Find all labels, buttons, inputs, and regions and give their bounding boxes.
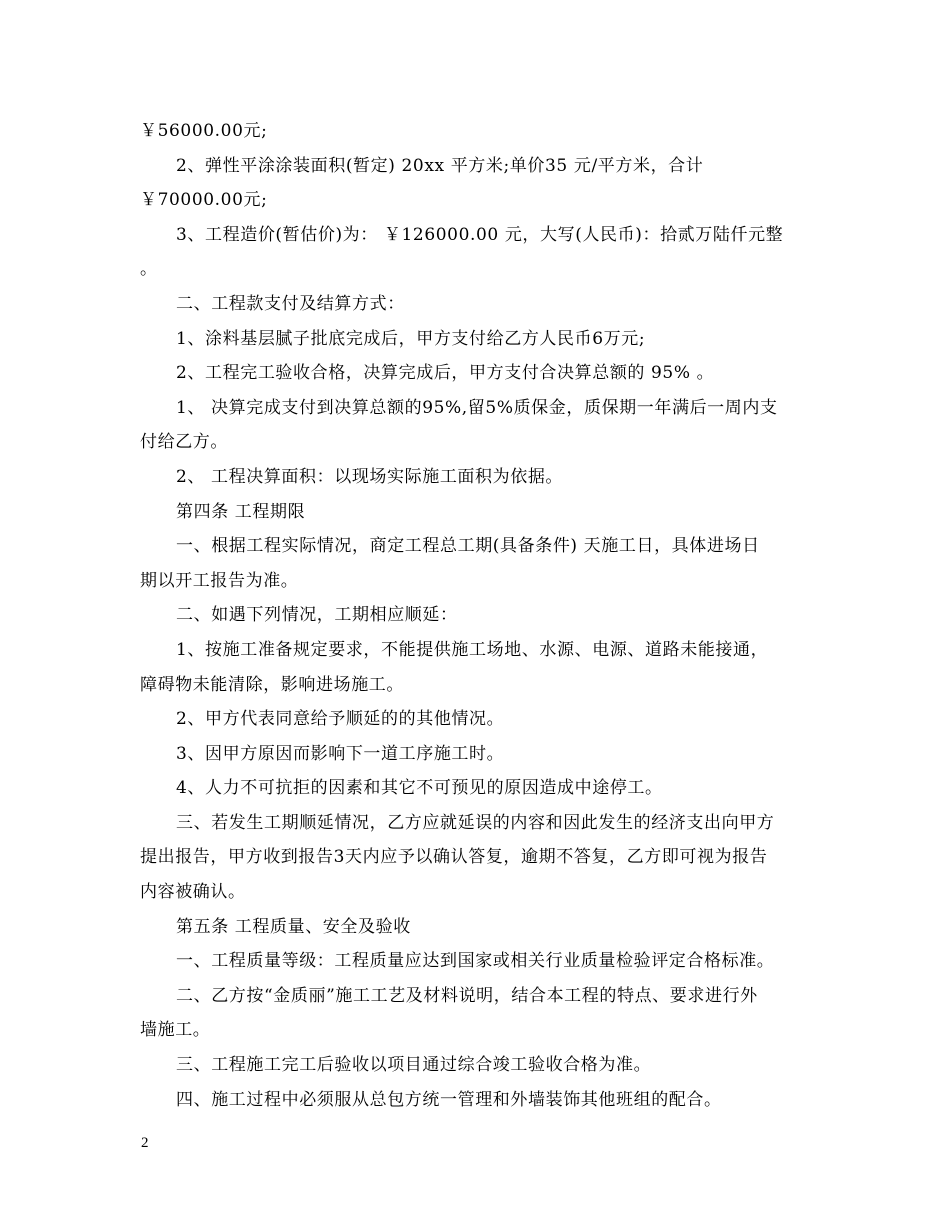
text-line: 2、弹性平涂涂装面积(暂定) 20xx 平方米;单价35 元/平方米，合计 <box>176 155 704 176</box>
text-line: 四、施工过程中必须服从总包方统一管理和外墙装饰其他班组的配合。 <box>176 1089 722 1110</box>
section-heading: 二、工程款支付及结算方式： <box>176 293 405 314</box>
text-line: 三、工程施工完工后验收以项目通过综合竣工验收合格为准。 <box>176 1055 652 1076</box>
document-body <box>140 118 808 1121</box>
text-line: 内容被确认。 <box>140 882 246 903</box>
text-line: 2、甲方代表同意给予顺延的的其他情况。 <box>176 709 505 730</box>
text-line: 1、按施工准备规定要求，不能提供施工场地、水源、电源、道路未能接通， <box>176 639 769 660</box>
text-line: 3、工程造价(暂估价)为： ￥126000.00 元，大写(人民币)：拾贰万陆仟元整 <box>176 224 784 245</box>
text-line: 2、工程完工验收合格，决算完成后，甲方支付合决算总额的 95% 。 <box>176 363 715 384</box>
text-line: 提出报告，甲方收到报告3天内应予以确认答复，逾期不答复，乙方即可视为报告 <box>140 847 768 868</box>
article-heading: 第五条 工程质量、安全及验收 <box>176 916 411 937</box>
text-line: ￥70000.00元; <box>140 190 268 211</box>
text-line: 1、 决算完成支付到决算总额的95%,留5%质保金，质保期一年满后一周内支 <box>176 397 778 418</box>
text-line: 3、因甲方原因而影响下一道工序施工时。 <box>176 743 505 764</box>
text-line: ￥56000.00元; <box>140 121 268 141</box>
text-line: 障碍物未能清除，影响进场施工。 <box>140 674 404 695</box>
text-line: 二、乙方按“金质丽”施工工艺及材料说明，结合本工程的特点、要求进行外 <box>176 985 758 1006</box>
text-line: 墙施工。 <box>140 1020 211 1041</box>
text-line: 一、根据工程实际情况，商定工程总工期(具备条件) 天施工日，具体进场日 <box>176 536 760 557</box>
text-line: 一、工程质量等级：工程质量应达到国家或相关行业质量检验评定合格标准。 <box>176 951 775 972</box>
page-number: 2 <box>141 1135 149 1151</box>
text-line: 2、 工程决算面积：以现场实际施工面积为依据。 <box>176 466 564 487</box>
text-line: 三、若发生工期顺延情况，乙方应就延误的内容和因此发生的经济支出向甲方 <box>176 812 775 833</box>
text-line: 。 <box>140 259 158 280</box>
text-line: 1、涂料基层腻子批底完成后，甲方支付给乙方人民币6万元; <box>176 328 646 349</box>
text-line: 付给乙方。 <box>140 432 228 453</box>
text-line: 二、如遇下列情况，工期相应顺延： <box>176 605 458 626</box>
text-line: 期以开工报告为准。 <box>140 570 299 591</box>
text-line: 4、人力不可抗拒的因素和其它不可预见的原因造成中途停工。 <box>176 778 663 799</box>
article-heading: 第四条 工程期限 <box>176 501 306 522</box>
